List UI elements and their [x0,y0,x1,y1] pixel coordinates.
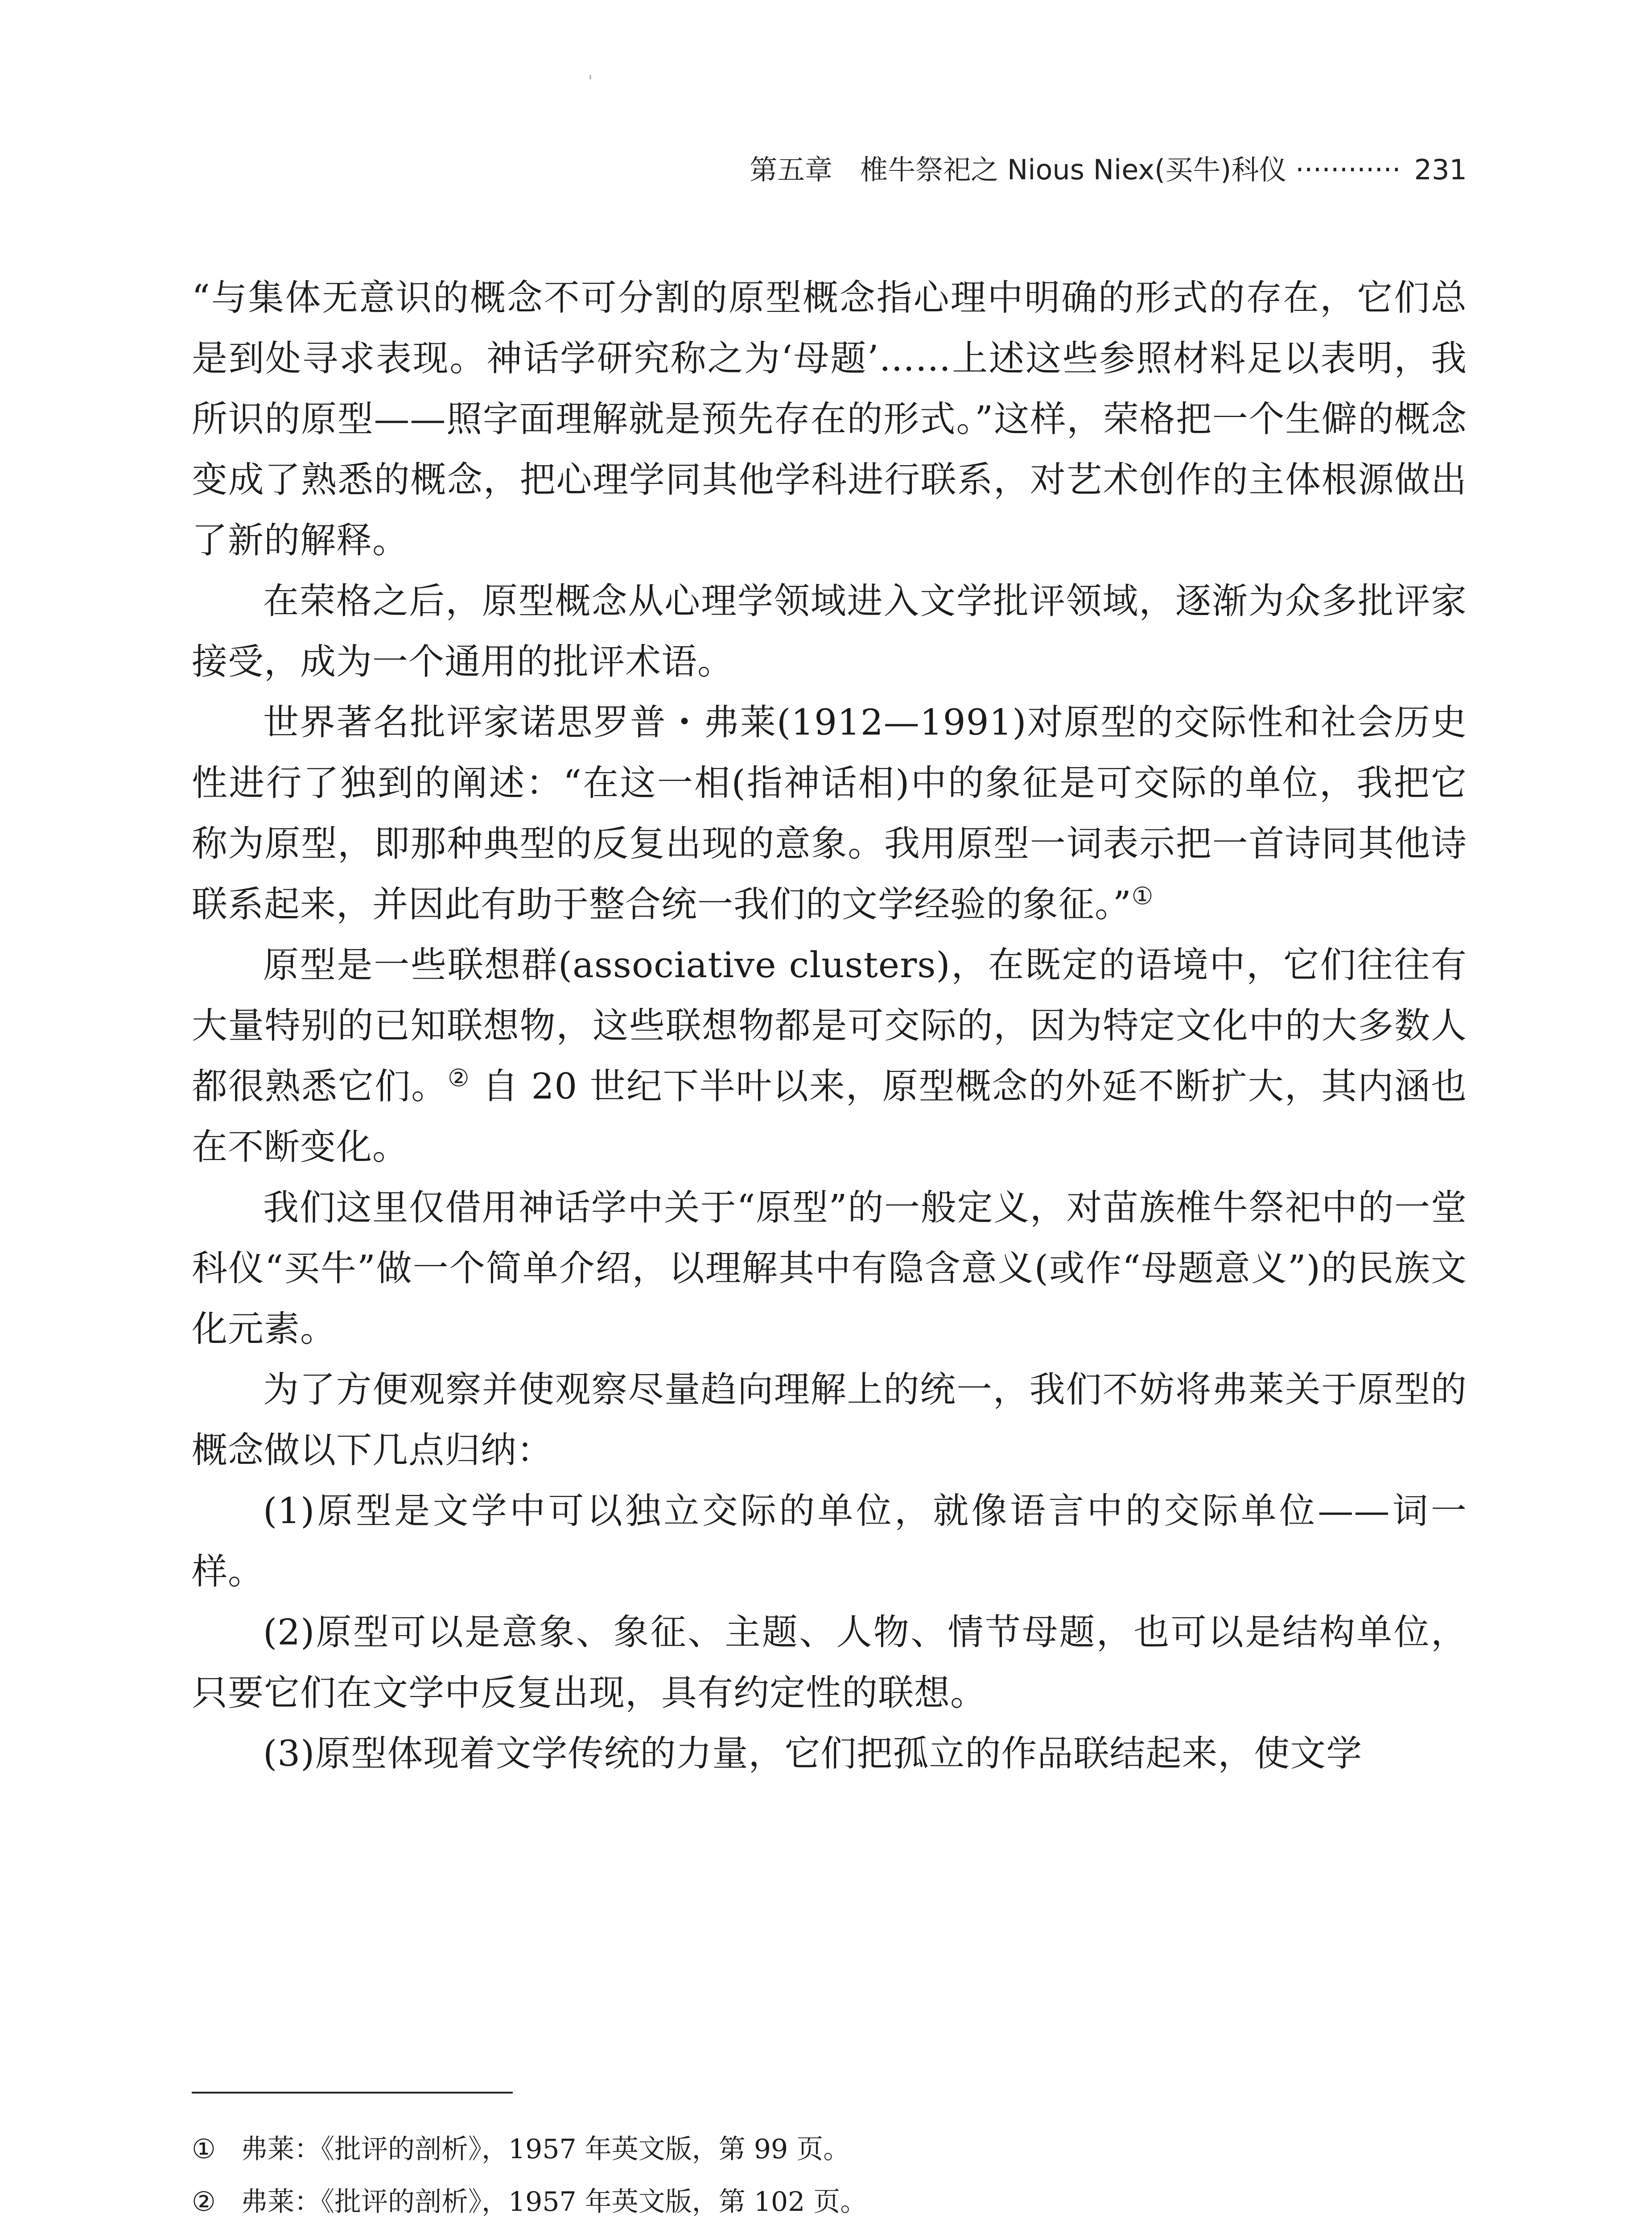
footnote-ref-2: ② [448,1064,470,1092]
list-item-1: (1)原型是文学中可以独立交际的单位，就像语言中的交际单位——词一样。 [192,1490,1467,1592]
footnote-2 [192,2176,1467,2228]
footnote-text: 弗莱：《批评的剖析》，1957 年英文版，第 99 页。 [241,2134,850,2165]
footnote-1 [192,2123,1467,2176]
list-item-3: (3)原型体现着文学传统的力量，它们把孤立的作品联结起来，使文学 [263,1733,1363,1774]
running-header [192,150,1467,190]
footnote-marker: ② [192,2186,216,2218]
paragraph-5: 我们这里仅借用神话学中关于“原型”的一般定义，对苗族椎牛祭祀中的一堂科仪“买牛”做一个简单介绍，以理解其中有隐含意义(或作“母题意义”)的民族文化元素。 [192,1187,1467,1350]
paragraph-3: 世界著名批评家诺思罗普・弗莱(1912—1991)对原型的交际性和社会历史性进行了独到的阐述：“在这一相(指神话相)中的象征是可交际的单位，我把它称为原型，即那种典型的反复出现的意象。我用原型一词表示把一首诗同其他诗联系起来，并因此有助于整合统一我们的文学经验的象征。”① [192,702,1467,925]
footnote-divider [192,2092,513,2094]
scan-speck [589,75,591,79]
footnotes [192,2123,1467,2228]
list-item-2: (2)原型可以是意象、象征、主题、人物、情节母题，也可以是结构单位，只要它们在文学中反复出现，具有约定性的联想。 [192,1611,1467,1714]
page-number: 231 [1414,153,1467,186]
paragraph-4: 原型是一些联想群(associative clusters)，在既定的语境中，它们往往有大量特别的已知联想物，这些联想物都是可交际的，因为特定文化中的大多数人都很熟悉它们。② 自 20 世纪下半叶以来，原型概念的外延不断扩大，其内涵也在不断变化。 [192,944,1467,1168]
paragraph-1: “与集体无意识的概念不可分割的原型概念指心理中明确的形式的存在，它们总是到处寻求表现。神话学研究称之为‘母题’……上述这些参照材料足以表明，我所识的原型——照字面理解就是预先存在的形式。”这样，荣格把一个生僻的概念变成了熟悉的概念，把心理学同其他学科进行联系，对艺术创作的主体根源做出了新的解释。 [192,277,1467,561]
footnote-text: 弗莱：《批评的剖析》，1957 年英文版，第 102 页。 [241,2186,867,2218]
footnote-marker: ① [192,2134,216,2165]
body-text [192,268,1467,1784]
paragraph-2: 在荣格之后，原型概念从心理学领域进入文学批评领域，逐渐为众多批评家接受，成为一个通用的批评术语。 [192,580,1467,682]
footnote-ref-1: ① [1131,882,1154,910]
chapter-title: 第五章 椎牛祭祀之 Nious Niex(买牛)科仪 ············ [750,153,1401,186]
paragraph-6: 为了方便观察并使观察尽量趋向理解上的统一，我们不妨将弗莱关于原型的概念做以下几点归纳： [192,1369,1467,1471]
